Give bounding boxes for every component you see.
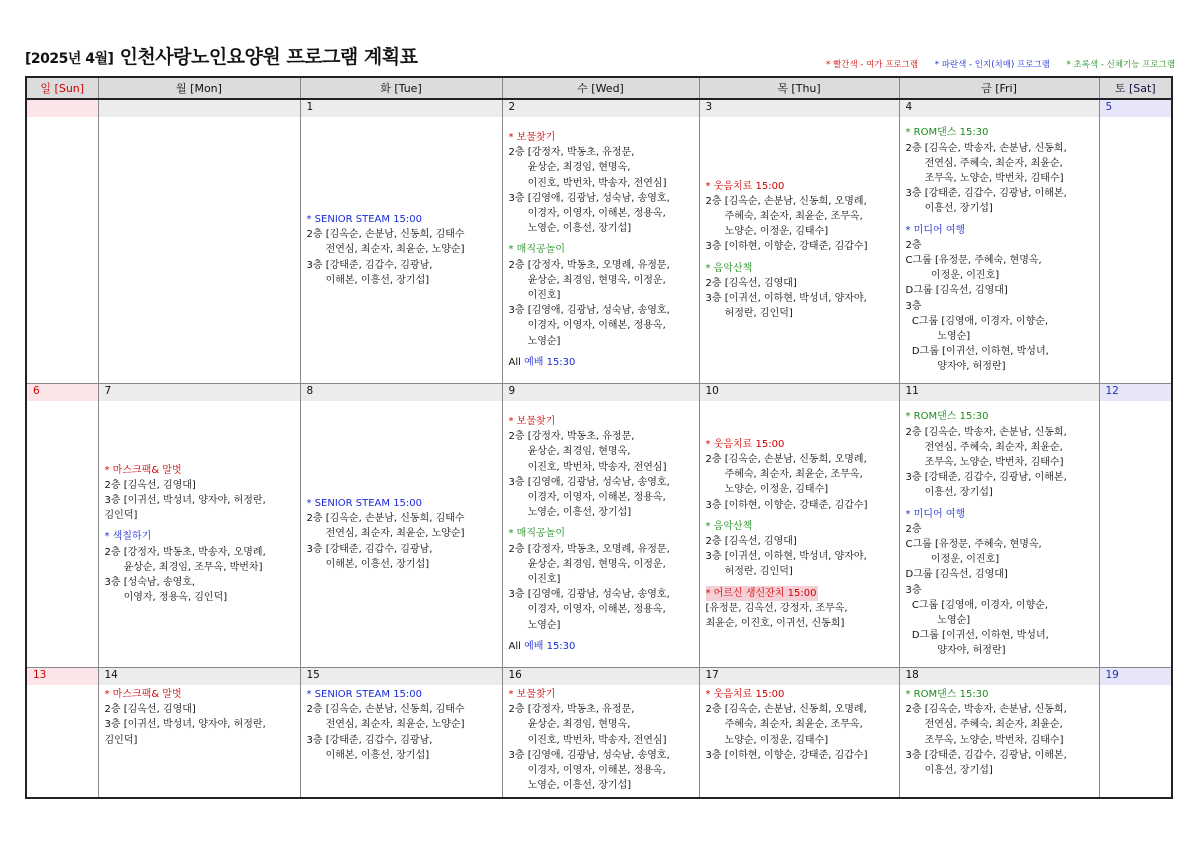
participant-line: 이진호, 박번차, 박송자, 전연심] [508, 461, 667, 473]
participant-line: 이진호, 박번차, 박송자, 전연심] [508, 734, 667, 746]
participant-line: 3층 [김영애, 김광남, 성숙남, 송영호, [508, 305, 670, 317]
day-number: 6 [27, 384, 98, 401]
participant-line: 이해본, 이흥선, 장기섭] [306, 558, 430, 570]
legend-green: * 초록색 - 신체기능 프로그램 [1066, 60, 1175, 70]
program-entry [509, 639, 695, 654]
program-entry [906, 125, 1095, 216]
weekday-tue: 화 [Tue] [300, 77, 502, 99]
day-number: 4 [900, 100, 1099, 117]
participant-line: 3층 [김영애, 김광남, 성숙남, 송영호, [508, 749, 670, 761]
day-cell [699, 668, 899, 799]
day-number: 8 [301, 384, 502, 401]
participant-line: 3층 [이귀선, 박성녀, 양자야, 허정란, [104, 719, 266, 731]
participant-line: 2층 [김옥선, 김영대] [705, 277, 797, 289]
participant-line: 이흥선, 장기섭] [905, 203, 993, 215]
program-title: * 미디어 여행 [905, 224, 966, 236]
day-programs [99, 685, 300, 797]
calendar-table [25, 76, 1173, 799]
participant-line: 3층 [성숙남, 송영호, [104, 577, 196, 588]
participant-line: 2층 [김옥선, 김영대] [705, 536, 797, 547]
day-cell [1099, 384, 1172, 668]
program-title: * 색칠하기 [104, 531, 152, 543]
day-cell [899, 668, 1099, 799]
day-programs [503, 401, 699, 667]
week-row [26, 668, 1172, 799]
participant-line: 조무옥, 노양순, 박번차, 김태수] [905, 456, 1064, 468]
participant-line: 2층 [김옥순, 손분남, 신동희, 오명례, [705, 704, 867, 716]
participant-line: 이정운, 이진호] [905, 554, 1000, 566]
program-title: * SENIOR STEAM 15:00 [306, 689, 423, 700]
participant-line: 양자야, 허정란] [905, 645, 1006, 657]
color-legend [812, 58, 1175, 70]
participant-line: 2층 [김옥순, 손분남, 신동희, 오명례, [705, 453, 867, 465]
program-entry [105, 463, 296, 524]
participant-line: 이흥선, 장기섭] [905, 487, 993, 499]
participant-line: 이영자, 정용옥, 김인덕] [104, 592, 228, 604]
participant-line: 윤상순, 최경임, 현명옥, [508, 719, 631, 731]
weekday-sat: 토 [Sat] [1099, 77, 1172, 99]
participant-line: 이경자, 이영자, 이해본, 정용옥, [508, 207, 666, 219]
legend-red: * 빨간색 - 여가 프로그램 [826, 60, 919, 70]
participant-line: 노영순, 이흥선, 장기섭] [508, 223, 632, 235]
day-programs [1100, 117, 1172, 383]
participant-line: All 예배 15:30 [508, 640, 576, 652]
participant-line: C그룹 [김영애, 이경자, 이향순, [905, 315, 1049, 327]
participant-line: 2층 [강정자, 박동초, 오명례, 유정문, [508, 259, 670, 271]
program-title: * 음악산책 [705, 520, 753, 532]
program-entry [307, 496, 498, 572]
day-cell [98, 384, 300, 668]
participant-line: 전연심, 주혜숙, 최순자, 최윤순, [905, 441, 1063, 453]
day-number: 13 [27, 668, 98, 685]
day-programs [1100, 401, 1172, 667]
participant-line: 윤상순, 최경임, 현명옥, [508, 446, 631, 458]
participant-line: 김인덕] [104, 510, 138, 522]
program-entry [307, 687, 498, 763]
day-number: 10 [700, 384, 899, 401]
day-number: 12 [1100, 384, 1172, 401]
participant-line: 허정란, 김인덕] [705, 566, 793, 578]
program-entry [706, 179, 895, 255]
program-entry [706, 586, 895, 632]
participant-line: 3층 [강태준, 김갑수, 김광남, [306, 259, 433, 271]
weekday-thu: 목 [Thu] [699, 77, 899, 99]
program-title: * 음악산책 [705, 262, 753, 274]
participant-line: 노영순] [508, 619, 561, 631]
participant-line: 2층 [김옥순, 손분남, 신동희, 김태수 [306, 229, 465, 241]
participant-line: 2층 [강정자, 박동초, 유정문, [508, 147, 635, 159]
participant-line: D그룹 [이귀선, 이하현, 박성녀, [905, 630, 1049, 642]
program-entry [906, 507, 1095, 659]
day-number: 15 [301, 668, 502, 685]
program-title: * 보물찾기 [508, 689, 556, 700]
participant-line: 이진호] [508, 290, 561, 301]
day-cell [26, 668, 98, 799]
program-title: * SENIOR STEAM 15:00 [306, 213, 423, 225]
participant-line: 3층 [이하현, 이향순, 강태준, 김갑수] [705, 241, 868, 253]
participant-line: 이정운, 이진호] [905, 270, 1000, 282]
participant-line: 2층 [김옥순, 박송자, 손분남, 신동희, [905, 142, 1067, 154]
participant-line: 윤상순, 최경임, 현명옥, 이정운, [508, 558, 666, 570]
weekday-wed: 수 [Wed] [502, 77, 699, 99]
day-number: 18 [900, 668, 1099, 685]
participant-line: 전연심, 최순자, 최윤순, 노양순] [306, 719, 465, 731]
program-entry [706, 687, 895, 763]
participant-line: 3층 [이하현, 이향순, 강태준, 김갑수] [705, 499, 868, 511]
day-number: 3 [700, 100, 899, 117]
participant-line: 3층 [강태준, 김갑수, 김광남, 이해본, [905, 188, 1067, 200]
program-entry [906, 409, 1095, 500]
participant-line: 3층 [강태준, 김갑수, 김광남, [306, 543, 433, 555]
program-title: * 마스크팩& 말벗 [104, 464, 182, 476]
program-title: * ROM댄스 15:30 [905, 411, 989, 423]
week-row [26, 99, 1172, 384]
participant-line: 2층 [김옥순, 손분남, 신동희, 김태수 [306, 704, 465, 716]
participant-line: D그룹 [김옥선, 김영대] [905, 569, 1008, 581]
participant-line: 노양순, 이정운, 김태수] [705, 226, 829, 238]
participant-line: 전연심, 주혜숙, 최순자, 최윤순, [905, 719, 1063, 731]
day-number: 2 [503, 100, 699, 117]
day-cell [300, 668, 502, 799]
participant-line: 노영순, 이흥선, 장기섭] [508, 507, 632, 519]
participant-line: 윤상순, 최경임, 현명옥, [508, 162, 631, 174]
day-programs [900, 117, 1099, 383]
day-number [99, 100, 300, 117]
participant-line: All 예배 15:30 [508, 356, 576, 368]
participant-line: D그룹 [이귀선, 이하현, 박성녀, [905, 346, 1049, 358]
participant-line: 김인덕] [104, 734, 138, 746]
participant-line: 2층 [김옥순, 박송자, 손분남, 신동희, [905, 426, 1067, 438]
program-entry [509, 130, 695, 236]
title-row [25, 40, 1175, 76]
day-programs [700, 401, 899, 667]
day-programs [27, 117, 98, 383]
day-number: 1 [301, 100, 502, 117]
program-entry [706, 437, 895, 513]
participant-line: 주혜숙, 최순자, 최윤순, 조무옥, [705, 210, 863, 222]
program-entry [706, 519, 895, 580]
participant-line: 2층 [강정자, 박동초, 유정문, [508, 431, 635, 443]
day-cell [26, 384, 98, 668]
legend-blue: * 파란색 - 인지(치매) 프로그램 [934, 60, 1050, 70]
participant-line: 허정란, 김인덕] [705, 308, 793, 320]
day-number: 16 [503, 668, 699, 685]
program-entry [307, 212, 498, 288]
participant-line: 3층 [김영애, 김광남, 성숙남, 송영호, [508, 589, 670, 601]
participant-line: 이경자, 이영자, 이해본, 정용옥, [508, 765, 666, 777]
program-title: * SENIOR STEAM 15:00 [306, 497, 423, 509]
participant-line: 이경자, 이영자, 이해본, 정용옥, [508, 604, 666, 616]
participant-line: [유정문, 김옥선, 강정자, 조무옥, [705, 602, 848, 614]
day-cell [26, 99, 98, 384]
participant-line: 윤상순, 최경임, 조무옥, 박번차] [104, 561, 263, 573]
participant-line: 이진호, 박번차, 박송자, 전연심] [508, 177, 667, 189]
participant-line: 노양순, 이정운, 김태수] [705, 734, 829, 746]
day-cell [502, 384, 699, 668]
day-cell [300, 384, 502, 668]
participant-line: C그룹 [유정문, 주혜숙, 현명옥, [905, 539, 1042, 550]
participant-line: D그룹 [김옥선, 김영대] [905, 285, 1008, 297]
participant-line: 2층 [905, 523, 922, 535]
day-programs [301, 401, 502, 667]
participant-line: 전연심, 최순자, 최윤순, 노양순] [306, 528, 465, 540]
program-title: * 보물찾기 [508, 131, 556, 143]
day-programs [900, 401, 1099, 667]
participant-line: 3층 [이귀선, 이하현, 박성녀, 양자야, [705, 293, 867, 304]
day-programs [503, 117, 699, 383]
participant-line: 2층 [김옥선, 김영대] [104, 479, 196, 491]
program-title: * 웃음치료 15:00 [705, 180, 785, 192]
day-cell [899, 99, 1099, 384]
day-programs [1100, 685, 1172, 797]
program-entry [509, 242, 695, 348]
participant-line: C그룹 [유정문, 주혜숙, 현명옥, [905, 255, 1042, 266]
day-programs [27, 401, 98, 667]
participant-line: 전연심, 최순자, 최윤순, 노양순] [306, 244, 465, 256]
program-title: * ROM댄스 15:30 [905, 127, 989, 139]
participant-line: 이경자, 이영자, 이해본, 정용옥, [508, 491, 666, 503]
program-entry [509, 526, 695, 632]
participant-line: 2층 [905, 239, 922, 251]
participant-line: 이해본, 이흥선, 장기섭] [306, 749, 430, 761]
participant-line: 3층 [이귀선, 박성녀, 양자야, 허정란, [104, 494, 266, 506]
day-cell [1099, 668, 1172, 799]
day-programs [503, 685, 699, 797]
day-cell [699, 384, 899, 668]
program-title: * ROM댄스 15:30 [905, 689, 989, 700]
participant-line: 2층 [강정자, 박동초, 유정문, [508, 704, 635, 716]
program-entry [906, 687, 1095, 778]
program-entry [105, 687, 296, 748]
participant-line: 3층 [김영애, 김광남, 성숙남, 송영호, [508, 476, 670, 488]
participant-line: 조무옥, 노양순, 박번차, 김태수] [905, 172, 1064, 184]
program-entry [906, 223, 1095, 375]
day-number: 14 [99, 668, 300, 685]
participant-line: 노영순, 이흥선, 장기섭] [508, 780, 632, 792]
participant-line: 전연심, 주혜숙, 최순자, 최윤순, [905, 157, 1063, 169]
participant-line: 노영순] [508, 335, 561, 347]
program-entry [509, 687, 695, 793]
program-entry [509, 355, 695, 370]
year-month: [2025년 4월] [25, 51, 114, 67]
program-title: * 매직공놀이 [508, 528, 565, 540]
day-programs [99, 401, 300, 667]
program-title: * 어르신 생신잔치 15:00 [706, 586, 819, 601]
program-title: * 웃음치료 15:00 [705, 438, 785, 450]
participant-line: 3층 [이하현, 이향순, 강태준, 김갑수] [705, 749, 868, 761]
participant-line: 2층 [강정자, 박동초, 박송자, 오명례, [104, 546, 266, 558]
participant-line: 3층 [905, 584, 922, 596]
participant-line: 노양순, 이정운, 김태수] [705, 484, 829, 496]
program-entry [706, 261, 895, 322]
participant-line: C그룹 [김영애, 이경자, 이향순, [905, 599, 1049, 611]
participant-line: 3층 [강태준, 김갑수, 김광남, [306, 734, 433, 746]
day-number: 7 [99, 384, 300, 401]
day-number: 19 [1100, 668, 1172, 685]
day-number: 5 [1100, 100, 1172, 117]
day-programs [99, 117, 300, 383]
day-cell [899, 384, 1099, 668]
day-cell [502, 668, 699, 799]
participant-line: 조무옥, 노양순, 박번차, 김태수] [905, 734, 1064, 746]
participant-line: 2층 [김옥순, 박송자, 손분남, 신동희, [905, 704, 1067, 716]
participant-line: 2층 [강정자, 박동초, 오명례, 유정문, [508, 543, 670, 555]
program-title: * 매직공놀이 [508, 244, 565, 256]
participant-line: 2층 [김옥순, 손분남, 신동희, 김태수 [306, 513, 465, 525]
program-title: * 보물찾기 [508, 415, 556, 427]
title-text: 인천사랑노인요양원 프로그램 계획표 [119, 46, 418, 68]
weekday-header-row [26, 77, 1172, 99]
day-cell [98, 99, 300, 384]
day-number: 9 [503, 384, 699, 401]
participant-line: 노영순] [905, 331, 971, 343]
participant-line: 이해본, 이흥선, 장기섭] [306, 274, 430, 286]
participant-line: 주혜숙, 최순자, 최윤순, 조무옥, [705, 469, 863, 481]
day-cell [300, 99, 502, 384]
weekday-sun: 일 [Sun] [26, 77, 98, 99]
participant-line: 윤상순, 최경임, 현명옥, 이정운, [508, 274, 666, 286]
day-cell [98, 668, 300, 799]
participant-line: 최윤순, 이진호, 이귀선, 신동희] [705, 618, 845, 630]
day-programs [700, 117, 899, 383]
day-programs [900, 685, 1099, 797]
participant-line: 3층 [김영애, 김광남, 성숙남, 송영호, [508, 192, 670, 204]
day-number: 11 [900, 384, 1099, 401]
participant-line: 양자야, 허정란] [905, 361, 1006, 373]
program-title: * 웃음치료 15:00 [705, 689, 785, 700]
day-number [27, 100, 98, 117]
day-cell [699, 99, 899, 384]
program-entry [105, 529, 296, 605]
day-cell [1099, 99, 1172, 384]
participant-line: 3층 [강태준, 김갑수, 김광남, 이해본, [905, 749, 1067, 761]
participant-line: 3층 [강태준, 김갑수, 김광남, 이해본, [905, 472, 1067, 484]
participant-line: 이진호] [508, 574, 561, 585]
program-title: * 미디어 여행 [905, 508, 966, 520]
participant-line: 3층 [905, 300, 922, 312]
day-cell [502, 99, 699, 384]
page-title [25, 42, 417, 69]
participant-line: 3층 [이귀선, 이하현, 박성녀, 양자야, [705, 551, 867, 563]
participant-line: 2층 [김옥순, 손분남, 신동희, 오명례, [705, 195, 867, 207]
day-programs [700, 685, 899, 797]
day-programs [27, 685, 98, 797]
day-number: 17 [700, 668, 899, 685]
participant-line: 이흥선, 장기섭] [905, 765, 993, 777]
weekday-mon: 월 [Mon] [98, 77, 300, 99]
participant-line: 노영순] [905, 615, 971, 627]
participant-line: 2층 [김옥선, 김영대] [104, 704, 196, 716]
day-programs [301, 117, 502, 383]
program-title: * 마스크팩& 말벗 [104, 689, 182, 700]
program-entry [509, 414, 695, 520]
participant-line: 이경자, 이영자, 이해본, 정용옥, [508, 320, 666, 332]
day-programs [301, 685, 502, 797]
week-row [26, 384, 1172, 668]
participant-line: 주혜숙, 최순자, 최윤순, 조무옥, [705, 719, 863, 731]
weekday-fri: 금 [Fri] [899, 77, 1099, 99]
